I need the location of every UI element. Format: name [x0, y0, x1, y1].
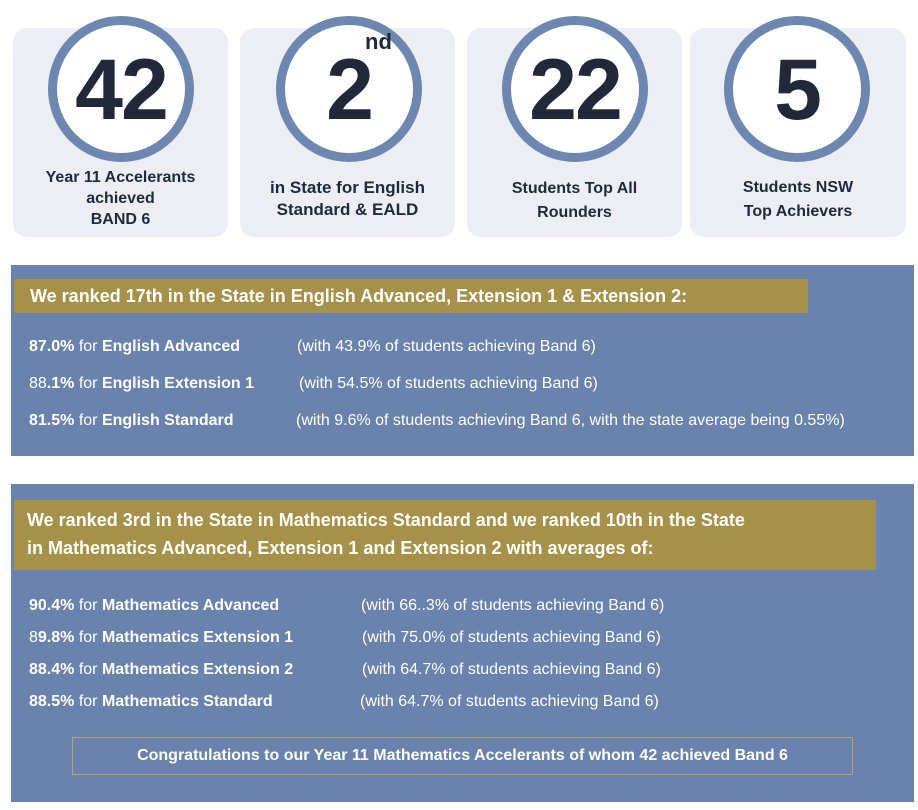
maths-banner: [14, 500, 876, 570]
result-pct-bold: 90.4%: [29, 597, 75, 614]
english-results-panel: [11, 265, 914, 456]
stat-card-top-achievers: [690, 28, 906, 237]
result-subject: English Advanced: [101, 338, 241, 355]
result-pct: 8: [29, 629, 38, 646]
stat-number: 42: [75, 42, 167, 138]
result-pct-bold: 81.5%: [29, 412, 75, 429]
result-pct-bold: 87.0%: [29, 338, 75, 355]
result-note: (with 66..3% of students achieving Band 6): [361, 597, 665, 614]
stat-caption: Students NSW Top Achievers: [742, 179, 854, 220]
english-banner: We ranked 17th in the State in English Advanced, Extension 1 & Extension 2:: [14, 279, 808, 313]
stat-number: 5: [774, 42, 820, 138]
result-pct-bold: 88.5%: [29, 693, 75, 710]
stat-card-all-rounders: [467, 28, 682, 237]
result-subject: Mathematics Advanced: [101, 597, 280, 614]
result-note: (with 54.5% of students achieving Band 6): [299, 375, 598, 392]
result-for: for: [74, 661, 102, 678]
result-note: (with 64.7% of students achieving Band 6): [362, 661, 661, 678]
maths-banner-line2: in Mathematics Advanced, Extension 1 and Extension 2 with averages of:: [27, 538, 654, 558]
stat-ring: [724, 16, 870, 162]
result-for: for: [74, 629, 102, 646]
maths-row-extension1: [29, 629, 661, 647]
maths-row-extension2: [29, 661, 661, 679]
result-pct-bold: 9.8%: [37, 629, 75, 646]
result-subject: English Standard: [101, 412, 234, 429]
result-for: for: [74, 693, 102, 710]
english-row-standard: [29, 412, 845, 430]
english-row-advanced: [29, 338, 596, 356]
stat-ring: [502, 16, 648, 162]
result-for: for: [74, 338, 102, 355]
result-note: (with 9.6% of students achieving Band 6, with the state average being 0.55%): [296, 412, 845, 429]
maths-banner-line1: We ranked 3rd in the State in Mathematics Standard and we ranked 10th in the State: [27, 510, 745, 530]
result-subject: English Extension 1: [101, 375, 254, 392]
stat-caption: Students Top All Rounders: [511, 180, 638, 221]
english-row-extension1: [29, 375, 598, 393]
maths-row-advanced: [29, 597, 665, 615]
stat-caption: in State for English Standard & EALD: [270, 178, 425, 219]
result-subject: Mathematics Extension 2: [101, 661, 294, 678]
stat-ring: [276, 16, 422, 162]
stat-superscript: nd: [365, 29, 392, 54]
stat-caption: Year 11 Accelerants achieved BAND 6: [45, 169, 196, 228]
result-pct-bold: .1%: [46, 375, 75, 392]
stat-number: 22: [529, 42, 621, 138]
result-for: for: [74, 597, 102, 614]
result-pct-bold: 88.4%: [29, 661, 75, 678]
result-note: (with 64.7% of students achieving Band 6): [360, 693, 659, 710]
result-for: for: [74, 375, 102, 392]
result-pct: 88: [29, 375, 47, 392]
stat-ring: [48, 16, 194, 162]
result-subject: Mathematics Standard: [101, 693, 273, 710]
result-note: (with 75.0% of students achieving Band 6): [362, 629, 661, 646]
congratulations-box: Congratulations to our Year 11 Mathematics Accelerants of whom 42 achieved Band 6: [72, 737, 853, 775]
result-note: (with 43.9% of students achieving Band 6): [297, 338, 596, 355]
maths-row-standard: [29, 693, 659, 711]
result-subject: Mathematics Extension 1: [101, 629, 294, 646]
stat-card-year11: [13, 28, 228, 237]
stat-number: 2: [326, 42, 372, 138]
stat-card-state-rank: [240, 28, 455, 237]
result-for: for: [74, 412, 102, 429]
